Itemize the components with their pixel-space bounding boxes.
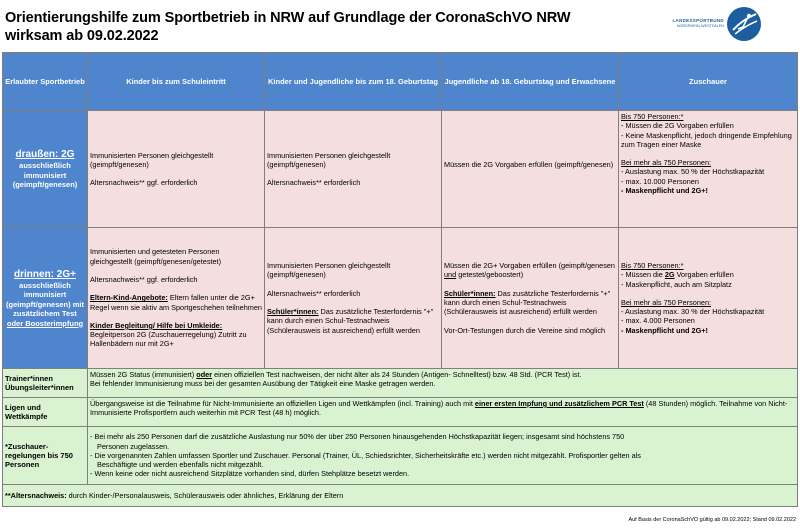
text-und: und <box>444 270 457 280</box>
label-inside-desc: ausschließlich immunisiert (geimpft/genesen) mit zusätzlichem Test <box>6 280 84 319</box>
spacer <box>267 280 439 289</box>
cell-text: Müssen die 2G Vorgaben erfüllen (geimpft/genesen) <box>444 159 614 169</box>
cell-text: - max. 10.000 Personen <box>621 176 699 186</box>
trainer-line-2: Bei fehlender Immunisierung muss bei der gesamten Ausübung der Tätigkeit eine Maske getragen werden. <box>90 379 436 389</box>
cell-text: - Auslastung max. 50 % der Höchstkapazität <box>621 167 765 177</box>
logo-text-1: LANDESSPORTBUND <box>672 18 724 23</box>
cell-text: Altersnachweis** erforderlich <box>267 288 361 298</box>
row-label-ligen: Ligen und Wettkämpfe <box>3 398 88 427</box>
row-label-inside <box>3 228 88 369</box>
label-inside-booster: oder Boosterimpfung <box>6 318 84 328</box>
cell-inside-jugendliche <box>265 228 442 369</box>
cell-outside-jugendliche <box>265 111 442 228</box>
bullet-2-cont: Beschäftigte und werden ebenfalls nicht mitgezählt. <box>97 460 264 470</box>
row-inside <box>3 228 798 369</box>
text-part: Übergangsweise ist die Teilnahme für Nicht-Immunisierte an offiziellen Ligen und Wettkämpfen (incl. Training) auch mit <box>90 399 473 408</box>
spacer <box>267 169 439 178</box>
bullet-3: - Wenn keine oder nicht ausreichend Sitzplätze vorhanden sind, dürfen Stehplätze besetzt werden. <box>90 469 410 479</box>
cell-text: Immunisierten Personen gleichgestellt (geimpft/genesen) <box>267 261 391 280</box>
spacer <box>90 169 262 178</box>
text-schueler: Das zusätzliche Testerfordernis "+" kann durch einen Schul-Testnachweis (Schülerausweis ist ausreichend) erfüllt werden <box>267 307 434 335</box>
header-sportbetrieb: Erlaubter Sportbetrieb <box>3 53 88 111</box>
label-outside-title: draußen: 2G <box>15 149 75 161</box>
landessportbund-logo <box>668 6 794 42</box>
title-line-2: wirksam ab 09.02.2022 <box>5 28 159 44</box>
altersnachweis-text: durch Kinder-/Personalausweis, Schülerausweis oder ähnliches, Erklärung der Eltern <box>66 490 344 500</box>
cell-text: - Keine Maskenpflicht, jedoch dringende Empfehlung zum Tragen einer Maske <box>621 130 792 149</box>
cell-text: - max. 4.000 Personen <box>621 316 695 326</box>
header-zuschauer: Zuschauer <box>619 53 798 111</box>
footer-note: Auf Basis der CoronaSchVO gültig ab 09.02.2022; Stand 09.02.2022 <box>628 517 796 523</box>
row-label-outside <box>3 111 88 228</box>
cell-outside-zuschauer <box>619 111 798 228</box>
spacer <box>444 280 616 289</box>
cell-text-2gplus <box>444 261 616 280</box>
cell-inside-erwachsene <box>442 228 619 369</box>
cell-text-schueler <box>444 289 616 317</box>
subheading-schueler: Schüler*innen: <box>267 307 319 316</box>
cell-text: - Maskenpflicht und 2G+! <box>621 186 708 196</box>
row-label-zuschauer: *Zuschauer-regelungen bis 750 Personen <box>3 427 88 485</box>
cell-text: Altersnachweis** ggf. erforderlich <box>90 274 198 284</box>
text-geboostert: getestet/geboostert) <box>458 270 524 280</box>
text-erste-impfung: einer ersten Impfung und zusätzlichem PCR Test <box>474 399 644 408</box>
spacer <box>444 317 616 326</box>
text-begleitung: Begleitperson 2G (Zuschauerregelung) Zutritt zu Hallenbädern nur mit 2G+ <box>90 330 247 349</box>
text-part: Müssen 2G Status (immunisiert) <box>90 370 195 379</box>
logo-text-2: NORDRHEIN-WESTFALEN <box>676 24 724 28</box>
text-schueler: Das zusätzliche Testerfordernis "+" kann durch einen Schul-Testnachweis (Schülerausweis ist ausreichend) erfüllt werden <box>444 288 611 317</box>
altersnachweis-label: **Altersnachweis: <box>5 490 67 500</box>
rules-table <box>2 52 798 507</box>
cell-text: - Auslastung max. 30 % der Höchstkapazität <box>621 307 765 317</box>
cell-text: Altersnachweis** ggf. erforderlich <box>90 178 198 188</box>
label-inside-title: drinnen: 2G+ <box>14 268 76 280</box>
cell-text <box>621 270 795 279</box>
bullet-2: - Die vorgenannten Zahlen umfassen Sportler und Zuschauer. Personal (Trainer, ÜL, Schiedsrichter, Sicherheitskräfte etc.) werden nicht mitgezählt. Profisportler gelten als <box>90 450 641 460</box>
subheading-schueler: Schüler*innen: <box>444 288 496 298</box>
subheading-begleitung: Kinder Begleitung/ Hilfe bei Umkleide: <box>90 320 223 330</box>
row-zuschauer-regeln <box>3 427 798 485</box>
spacer <box>267 298 439 307</box>
spacer <box>621 149 795 158</box>
subheading-eltern: Eltern-Kind-Angebote: <box>90 293 168 303</box>
page-title <box>5 9 570 45</box>
row-label-trainer: Trainer*innen Übungsleiter*innen <box>3 369 88 398</box>
label-outside-desc: ausschließlich immunisiert (geimpft/genesen) <box>12 161 78 190</box>
text-part: - Müssen die <box>621 270 665 280</box>
page-header <box>0 0 800 58</box>
cell-text: Immunisierten und getesteten Personen gleichgestellt (geimpft/genesen/getestet) <box>90 247 222 266</box>
text-part: (48 Stunden) möglich. Teilnahme von Nicht-Immunisierte Profisportlern auch weiterhin mit PCR Test (48 h) möglich. <box>90 399 788 418</box>
text-oder: oder <box>196 370 213 379</box>
spacer <box>90 312 262 321</box>
header-erwachsene: Jugendliche ab 18. Geburtstag und Erwachsene <box>442 53 619 111</box>
row-ligen <box>3 398 798 427</box>
cell-text: Immunisierten Personen gleichgestellt (geimpft/genesen) <box>267 150 391 169</box>
spacer <box>90 266 262 275</box>
text-eltern: Eltern fallen unter die 2G+ Regel wenn sie aktiv am Sportgeschehen teilnehmen <box>90 293 262 312</box>
cell-text-schueler <box>267 307 439 335</box>
cell-outside-kinder <box>88 111 265 228</box>
cell-ligen <box>88 398 798 427</box>
text-2gplus: Müssen die 2G+ Vorgaben erfüllen (geimpft/genesen <box>444 261 615 271</box>
spacer <box>444 169 616 178</box>
cell-inside-kinder <box>88 228 265 369</box>
cell-inside-zuschauer <box>619 228 798 369</box>
cell-zuschauer-regeln <box>88 427 798 485</box>
trainer-line-1 <box>90 370 795 379</box>
cell-text: Vor-Ort-Testungen durch die Vereine sind möglich <box>444 325 606 335</box>
row-outside <box>3 111 798 228</box>
cell-text-eltern <box>90 293 262 312</box>
cell-text: - Maskenpflicht, auch am Sitzplatz <box>621 279 732 289</box>
row-trainer <box>3 369 798 398</box>
spacer <box>90 284 262 293</box>
cell-subheading: Bis 750 Personen:* <box>621 112 684 121</box>
cell-text: - Maskenpflicht und 2G+! <box>621 325 708 335</box>
text-part: einen offiziellen Test nachweisen, der nicht älter als 24 Stunden (Antigen- Schnelltest) bzw. 48 Std. (PCR Test) ist. <box>214 370 582 379</box>
cell-text: Altersnachweis** erforderlich <box>267 178 361 188</box>
cell-outside-erwachsene <box>442 111 619 228</box>
header-kinder-jugendliche: Kinder und Jugendliche bis zum 18. Geburtstag <box>265 53 442 111</box>
cell-text: Immunisierten Personen gleichgestellt (geimpft/genesen) <box>90 150 214 169</box>
logo-icon <box>726 6 762 42</box>
cell-subheading: Bis 750 Personen:* <box>621 260 684 270</box>
spacer <box>621 289 795 298</box>
cell-trainer <box>88 369 798 398</box>
cell-subheading: Bei mehr als 750 Personen: <box>621 297 712 307</box>
cell-text: - Müssen die 2G Vorgaben erfüllen <box>621 121 734 131</box>
table-header-row <box>3 53 798 111</box>
title-line-1: Orientierungshilfe zum Sportbetrieb in NRW auf Grundlage der CoronaSchVO NRW <box>5 10 571 26</box>
bullet-1-cont: Personen zugelassen. <box>97 441 170 451</box>
text-2g: 2G <box>664 270 675 280</box>
cell-subheading: Bei mehr als 750 Personen: <box>621 158 712 168</box>
cell-altersnachweis <box>3 485 798 507</box>
text-part: Vorgaben erfüllen <box>674 270 734 280</box>
header-kinder-schuleintritt: Kinder bis zum Schuleintritt <box>88 53 265 111</box>
bullet-1: - Bei mehr als 250 Personen darf die zusätzliche Auslastung nur 50% der über 250 Personen hinausgehenden Höchstkapazität liegen; insgesamt sind höchstens 750 <box>90 432 625 442</box>
row-altersnachweis <box>3 485 798 507</box>
